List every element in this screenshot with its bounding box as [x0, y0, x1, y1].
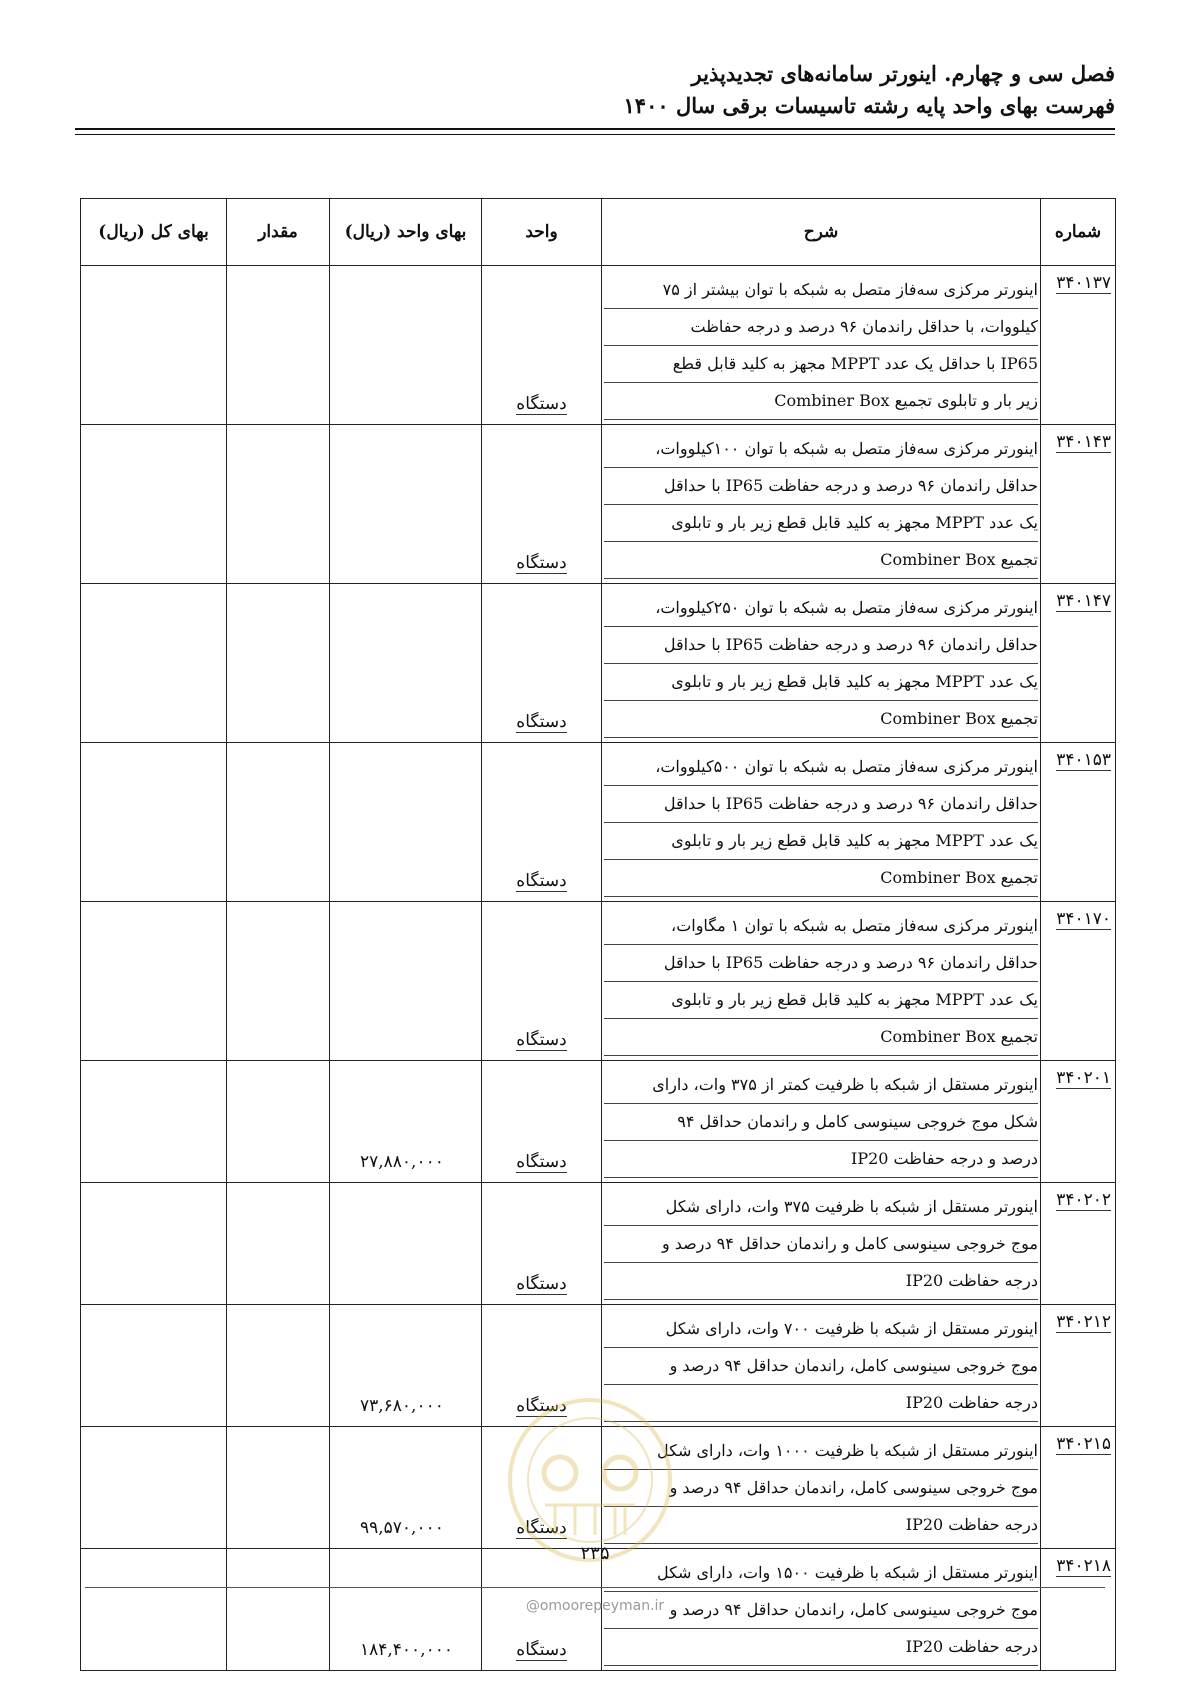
header-quantity: مقدار	[227, 199, 330, 266]
item-number-cell	[1041, 1305, 1116, 1427]
document-title: فهرست بهای واحد پایه رشته تاسیسات برقی سال ۱۴۰۰	[623, 93, 1115, 118]
item-unit: دستگاه	[516, 712, 567, 732]
header-divider-thin	[75, 134, 1115, 135]
header-description: شرح	[602, 199, 1041, 266]
footer-divider	[85, 1587, 1105, 1588]
item-number-cell	[1041, 584, 1116, 743]
item-quantity	[227, 584, 330, 743]
item-number-cell	[1041, 1183, 1116, 1305]
item-unit-price: ۱۸۴,۴۰۰,۰۰۰	[330, 1549, 482, 1671]
description-line: اینورتر مستقل از شبکه با ظرفیت ۷۰۰ وات، دارای شکل	[604, 1311, 1038, 1348]
description-line: اینورتر مرکزی سه‌فاز متصل به شبکه با توان بیشتر از ۷۵	[604, 272, 1038, 309]
item-unit-price	[330, 743, 482, 902]
table-header-row	[81, 199, 1116, 266]
item-unit-cell	[482, 1427, 602, 1549]
description-line: اینورتر مرکزی سه‌فاز متصل به شبکه با توان ۱۰۰کیلووات،	[604, 431, 1038, 468]
table-row	[81, 584, 1116, 743]
description-line: کیلووات، با حداقل راندمان ۹۶ درصد و درجه حفاظت	[604, 309, 1038, 346]
item-unit-cell	[482, 1061, 602, 1183]
description-line: موج خروجی سینوسی کامل، راندمان حداقل ۹۴ درصد و	[604, 1470, 1038, 1507]
item-quantity	[227, 1549, 330, 1671]
item-quantity	[227, 1183, 330, 1305]
description-line: یک عدد MPPT مجهز به کلید قابل قطع زیر بار و تابلوی	[604, 823, 1038, 860]
item-description	[602, 1427, 1041, 1549]
description-line: تجمیع Combiner Box	[604, 1019, 1038, 1056]
item-quantity	[227, 1427, 330, 1549]
item-unit: دستگاه	[516, 1030, 567, 1050]
item-unit: دستگاه	[516, 1518, 567, 1538]
description-line: حداقل راندمان ۹۶ درصد و درجه حفاظت IP65 با حداقل	[604, 786, 1038, 823]
site-watermark-text: @omoorepeyman.ir	[525, 1598, 665, 1614]
item-total-price	[81, 584, 227, 743]
header-number: شماره	[1041, 199, 1116, 266]
item-unit-price: ۷۳,۶۸۰,۰۰۰	[330, 1305, 482, 1427]
item-unit: دستگاه	[516, 1396, 567, 1416]
description-line: درجه حفاظت IP20	[604, 1385, 1038, 1422]
header-unit: واحد	[482, 199, 602, 266]
header-unit-price: بهای واحد (ریال)	[330, 199, 482, 266]
item-unit-price	[330, 584, 482, 743]
table-row	[81, 1183, 1116, 1305]
item-unit-price	[330, 902, 482, 1061]
item-number: ۳۴۰۲۱۲	[1056, 1312, 1111, 1332]
item-unit-price	[330, 425, 482, 584]
item-description	[602, 584, 1041, 743]
description-line: درصد و درجه حفاظت IP20	[604, 1141, 1038, 1178]
item-number-cell	[1041, 1061, 1116, 1183]
description-line: اینورتر مرکزی سه‌فاز متصل به شبکه با توان ۲۵۰کیلووات،	[604, 590, 1038, 627]
item-quantity	[227, 266, 330, 425]
table-body	[81, 266, 1116, 1671]
description-line: IP65 با حداقل یک عدد MPPT مجهز به کلید قابل قطع	[604, 346, 1038, 383]
item-number-cell	[1041, 1427, 1116, 1549]
item-unit-cell	[482, 1183, 602, 1305]
item-unit-cell	[482, 425, 602, 584]
description-line: تجمیع Combiner Box	[604, 701, 1038, 738]
item-quantity	[227, 425, 330, 584]
item-description	[602, 1305, 1041, 1427]
price-list-table	[80, 198, 1116, 1671]
item-description	[602, 902, 1041, 1061]
item-description	[602, 266, 1041, 425]
description-line: یک عدد MPPT مجهز به کلید قابل قطع زیر بار و تابلوی	[604, 505, 1038, 542]
description-line: درجه حفاظت IP20	[604, 1507, 1038, 1544]
item-quantity	[227, 1305, 330, 1427]
item-quantity	[227, 1061, 330, 1183]
item-unit-cell	[482, 902, 602, 1061]
description-line: زیر بار و تابلوی تجمیع Combiner Box	[604, 383, 1038, 420]
header-divider	[75, 128, 1115, 130]
item-unit-cell	[482, 743, 602, 902]
item-unit-cell	[482, 1305, 602, 1427]
header-total-price: بهای کل (ریال)	[81, 199, 227, 266]
item-total-price	[81, 1305, 227, 1427]
description-line: اینورتر مرکزی سه‌فاز متصل به شبکه با توان ۵۰۰کیلووات،	[604, 749, 1038, 786]
item-number: ۳۴۰۱۳۷	[1056, 273, 1111, 293]
item-unit-cell	[482, 584, 602, 743]
description-line: حداقل راندمان ۹۶ درصد و درجه حفاظت IP65 با حداقل	[604, 945, 1038, 982]
item-number: ۳۴۰۲۰۱	[1056, 1068, 1111, 1088]
item-total-price	[81, 743, 227, 902]
item-unit: دستگاه	[516, 871, 567, 891]
table-row	[81, 425, 1116, 584]
item-total-price	[81, 1183, 227, 1305]
item-description	[602, 1183, 1041, 1305]
table-row	[81, 1305, 1116, 1427]
description-line: موج خروجی سینوسی کامل، راندمان حداقل ۹۴ درصد و	[604, 1348, 1038, 1385]
description-line: تجمیع Combiner Box	[604, 860, 1038, 897]
description-line: درجه حفاظت IP20	[604, 1263, 1038, 1300]
item-total-price	[81, 1549, 227, 1671]
item-unit: دستگاه	[516, 1152, 567, 1172]
item-number: ۳۴۰۲۱۸	[1056, 1556, 1111, 1576]
item-unit: دستگاه	[516, 1640, 567, 1660]
page-header	[75, 58, 1115, 122]
item-total-price	[81, 902, 227, 1061]
item-number: ۳۴۰۱۷۰	[1056, 909, 1111, 929]
item-unit: دستگاه	[516, 1274, 567, 1294]
item-number-cell	[1041, 1549, 1116, 1671]
item-total-price	[81, 266, 227, 425]
description-line: اینورتر مستقل از شبکه با ظرفیت ۳۷۵ وات، دارای شکل	[604, 1189, 1038, 1226]
description-line: درجه حفاظت IP20	[604, 1629, 1038, 1666]
item-total-price	[81, 1061, 227, 1183]
description-line: موج خروجی سینوسی کامل و راندمان حداقل ۹۴ درصد و	[604, 1226, 1038, 1263]
item-description	[602, 743, 1041, 902]
item-number: ۳۴۰۲۰۲	[1056, 1190, 1111, 1210]
item-number-cell	[1041, 902, 1116, 1061]
item-description	[602, 425, 1041, 584]
item-number: ۳۴۰۱۴۳	[1056, 432, 1111, 452]
description-line: یک عدد MPPT مجهز به کلید قابل قطع زیر بار و تابلوی	[604, 664, 1038, 701]
item-unit-price	[330, 266, 482, 425]
table-row	[81, 743, 1116, 902]
item-quantity	[227, 743, 330, 902]
description-line: موج خروجی سینوسی کامل، راندمان حداقل ۹۴ درصد و	[604, 1592, 1038, 1629]
table-row	[81, 1427, 1116, 1549]
item-total-price	[81, 1427, 227, 1549]
item-total-price	[81, 425, 227, 584]
item-unit: دستگاه	[516, 553, 567, 573]
item-unit: دستگاه	[516, 394, 567, 414]
description-line: شکل موج خروجی سینوسی کامل و راندمان حداقل ۹۴	[604, 1104, 1038, 1141]
table-row	[81, 266, 1116, 425]
table-row	[81, 1061, 1116, 1183]
item-number-cell	[1041, 743, 1116, 902]
description-line: یک عدد MPPT مجهز به کلید قابل قطع زیر بار و تابلوی	[604, 982, 1038, 1019]
description-line: تجمیع Combiner Box	[604, 542, 1038, 579]
item-unit-price	[330, 1183, 482, 1305]
item-number: ۳۴۰۱۴۷	[1056, 591, 1111, 611]
description-line: حداقل راندمان ۹۶ درصد و درجه حفاظت IP65 با حداقل	[604, 468, 1038, 505]
description-line: اینورتر مستقل از شبکه با ظرفیت ۱۵۰۰ وات، دارای شکل	[604, 1555, 1038, 1592]
description-line: اینورتر مرکزی سه‌فاز متصل به شبکه با توان ۱ مگاوات،	[604, 908, 1038, 945]
item-number-cell	[1041, 425, 1116, 584]
description-line: حداقل راندمان ۹۶ درصد و درجه حفاظت IP65 با حداقل	[604, 627, 1038, 664]
description-line: اینورتر مستقل از شبکه با ظرفیت ۱۰۰۰ وات، دارای شکل	[604, 1433, 1038, 1470]
item-number: ۳۴۰۲۱۵	[1056, 1434, 1111, 1454]
item-number-cell	[1041, 266, 1116, 425]
chapter-title: فصل سی و چهارم. اینورتر سامانه‌های تجدیدپذیر	[691, 61, 1115, 86]
description-line: اینورتر مستقل از شبکه با ظرفیت کمتر از ۳۷۵ وات، دارای	[604, 1067, 1038, 1104]
item-unit-price: ۲۷,۸۸۰,۰۰۰	[330, 1061, 482, 1183]
item-description	[602, 1061, 1041, 1183]
table-row	[81, 902, 1116, 1061]
item-unit-price: ۹۹,۵۷۰,۰۰۰	[330, 1427, 482, 1549]
page-number: ۲۳۵	[580, 1543, 610, 1564]
item-number: ۳۴۰۱۵۳	[1056, 750, 1111, 770]
item-unit-cell	[482, 266, 602, 425]
item-quantity	[227, 902, 330, 1061]
